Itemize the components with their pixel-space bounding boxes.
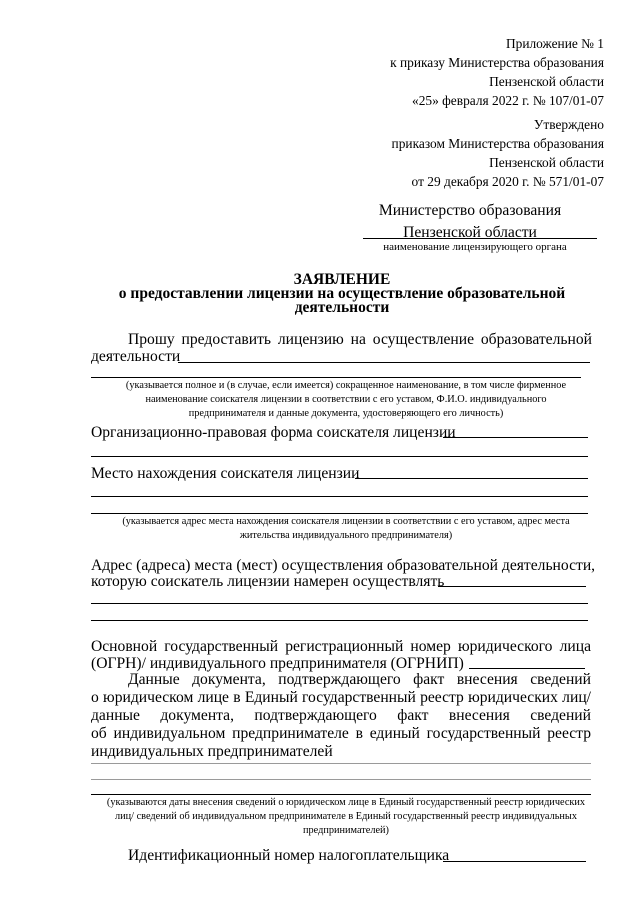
- activity-address-line-2: которую соискатель лицензии намерен осуществлять: [91, 573, 445, 590]
- ogrn-doc-line-5: индивидуальных предпринимателей: [91, 743, 333, 760]
- ogrn-note-1: (указываются даты внесения сведений о юридическом лице в Единый государственный реестр юридических: [106, 797, 586, 808]
- inn-field-line[interactable]: [443, 861, 586, 862]
- approved-line-4: от 29 декабря 2020 г. № 571/01-07: [411, 174, 604, 189]
- authority-name-line-2: Пензенской области: [403, 224, 537, 241]
- ogrn-doc-line-1: Данные документа, подтверждающего факт внесения сведений: [128, 671, 591, 688]
- ogrn-doc-line-2: о юридическом лице в Единый государственный реестр юридических лиц/: [91, 689, 591, 706]
- activity-address-line-1: Адрес (адреса) места (мест) осуществления образовательной деятельности,: [91, 557, 596, 574]
- authority-name-line-1: Министерство образования: [378, 202, 562, 219]
- approved-block: [392, 115, 604, 191]
- ogrn-note: [88, 796, 604, 838]
- title-heading: ЗАЯВЛЕНИЕ: [293, 271, 391, 288]
- inn-label: Идентификационный номер налогоплательщика: [128, 847, 450, 864]
- request-field-line-2[interactable]: [91, 377, 581, 378]
- request-note: [91, 379, 601, 421]
- authority-caption: наименование лицензирующего органа: [383, 241, 567, 253]
- request-line-2: деятельности: [91, 348, 181, 365]
- ogrn-field-line[interactable]: [469, 668, 585, 669]
- request-line-1: Прошу предоставить лицензию на осуществление образовательной: [128, 331, 592, 348]
- appendix-block: [390, 34, 604, 110]
- location-note-1: (указывается адрес места нахождения соискателя лицензии в соответствии с его уставом, адрес места: [122, 516, 570, 527]
- location-note: [91, 515, 601, 543]
- activity-address-field-line-1[interactable]: [438, 586, 586, 587]
- location-label: Место нахождения соискателя лицензии: [91, 465, 360, 482]
- ogrn-doc-line-4: об индивидуальном предпринимателе в единый государственный реестр: [91, 725, 591, 742]
- org-form-field-line-1[interactable]: [443, 437, 588, 438]
- ogrn-doc-field-line-1[interactable]: [91, 763, 591, 764]
- request-note-2: наименование соискателя лицензии в соответствии с его уставом, Ф.И.О. индивидуального: [145, 394, 547, 405]
- ogrn-note-2: лиц/ сведений об индивидуальном предпринимателе в Единый государственный реестр индивидуальных: [115, 811, 577, 822]
- location-field-line-2[interactable]: [91, 496, 588, 497]
- request-note-3: предпринимателя и данные документа, удостоверяющего его личность): [188, 408, 504, 419]
- request-field-line-1[interactable]: [178, 362, 590, 363]
- appendix-line-3: Пензенской области: [489, 74, 604, 89]
- activity-address-field-line-3[interactable]: [91, 620, 588, 621]
- ogrn-line-2: (ОГРН)/ индивидуального предпринимателя (ОГРНИП): [91, 655, 464, 672]
- location-field-line-3[interactable]: [91, 513, 588, 514]
- title-sub-1: о предоставлении лицензии на осуществление образовательной: [118, 285, 566, 302]
- ogrn-note-3: предпринимателей): [303, 825, 389, 836]
- title-sub-2: деятельности: [294, 299, 390, 316]
- document-title: [92, 273, 592, 315]
- ogrn-doc-field-line-3[interactable]: [91, 794, 591, 795]
- ogrn-line-1: Основной государственный регистрационный номер юридического лица: [91, 638, 591, 655]
- ogrn-doc-field-line-2[interactable]: [91, 779, 591, 780]
- approved-line-1: Утверждено: [533, 117, 604, 132]
- request-note-1: (указывается полное и (в случае, если имеется) сокращенное наименование, в том числе фирменное: [125, 380, 567, 391]
- location-note-2: жительства индивидуального предпринимателя): [239, 530, 453, 541]
- location-field-line-1[interactable]: [355, 478, 588, 479]
- org-form-field-line-2[interactable]: [91, 456, 588, 457]
- appendix-line-1: Приложение № 1: [505, 36, 604, 51]
- authority-underline: [363, 238, 597, 239]
- org-form-label: Организационно-правовая форма соискателя лицензии: [91, 424, 456, 441]
- appendix-line-2: к приказу Министерства образования: [390, 55, 604, 70]
- approved-line-3: Пензенской области: [489, 155, 604, 170]
- approved-line-2: приказом Министерства образования: [391, 136, 604, 151]
- activity-address-field-line-2[interactable]: [91, 603, 588, 604]
- appendix-line-4: «25» февраля 2022 г. № 107/01-07: [412, 93, 604, 108]
- ogrn-doc-line-3: данные документа, подтверждающего факт внесения сведений: [91, 707, 591, 724]
